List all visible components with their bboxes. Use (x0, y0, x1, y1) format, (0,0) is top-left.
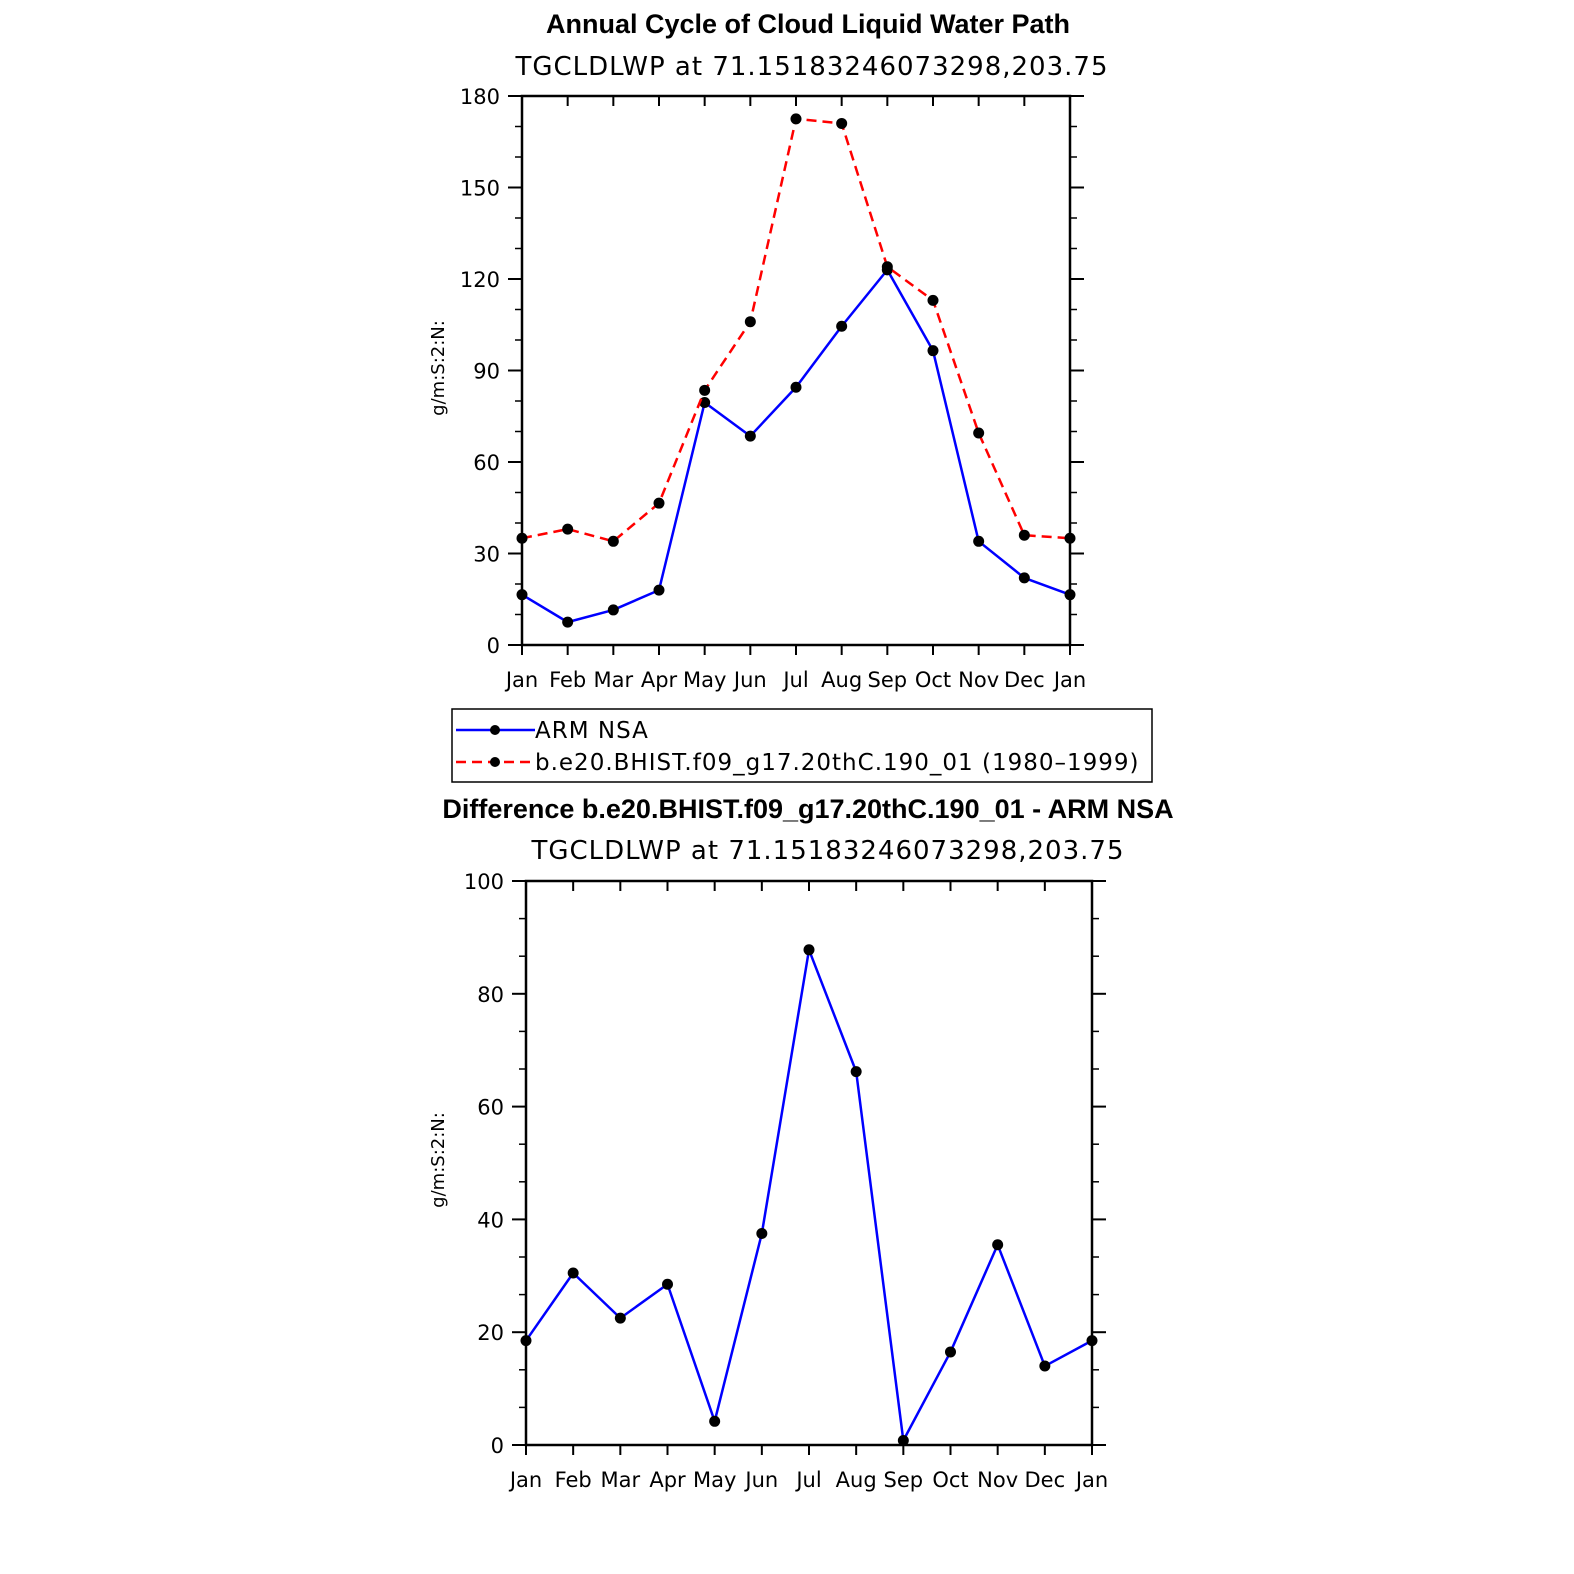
chart1-ytick-label: 120 (459, 268, 500, 292)
chart2-title: Difference b.e20.BHIST.f09_g17.20thC.190_01 - ARM NSA (442, 794, 1174, 824)
chart1-ytick-label: 0 (486, 634, 500, 658)
chart1-series-1-point (517, 533, 528, 544)
chart2-ylabel: g/m:S:2:N: (428, 1112, 449, 1208)
chart2-series-0-point (709, 1416, 720, 1427)
chart1-series-0-point (973, 536, 984, 547)
chart2-series-0-point (521, 1335, 532, 1346)
chart2-xtick-label: Aug (835, 1468, 877, 1492)
chart2-xtick-label: May (692, 1468, 737, 1492)
chart1-xtick-label: Sep (867, 668, 908, 692)
chart1-series-1-point (973, 428, 984, 439)
legend-marker-model (490, 757, 500, 767)
chart2-xtick-label: Sep (883, 1468, 924, 1492)
chart1-series-0-point (654, 585, 665, 596)
chart2-xtick-label: Dec (1024, 1468, 1066, 1492)
chart2-series-0-point (756, 1228, 767, 1239)
chart1-series-0-point (562, 617, 573, 628)
chart2-xtick-label: Jan (509, 1468, 543, 1492)
chart1-axes-frame (522, 96, 1070, 645)
chart2-series-0-point (615, 1313, 626, 1324)
chart1-xtick-label: Apr (640, 668, 678, 692)
chart1-ytick-label: 60 (473, 451, 500, 475)
chart2-ytick-label: 80 (477, 982, 504, 1007)
chart1-xtick-label: Oct (914, 668, 952, 692)
chart2-series-0-point (662, 1279, 673, 1290)
chart1-xtick-label: Jun (733, 668, 767, 692)
chart2-xtick-label: Jan (1075, 1468, 1109, 1492)
chart2-xtick-label: Oct (932, 1468, 969, 1492)
chart1-series-0-point (608, 604, 619, 615)
chart2-xtick-label: Apr (649, 1468, 686, 1492)
chart2-ytick-label: 20 (477, 1321, 504, 1346)
chart2-ytick-label: 100 (463, 870, 504, 894)
chart1-ytick-label: 150 (459, 176, 500, 201)
chart1-xtick-label: Jan (1053, 668, 1087, 692)
chart2-series-line-0 (526, 950, 1092, 1441)
chart1-series-1-point (882, 261, 893, 272)
chart2-series-0-point (1039, 1361, 1050, 1372)
chart1-series-1-point (928, 295, 939, 306)
chart2-plot-area (464, 870, 1108, 1492)
chart1-xtick-label: Dec (1004, 668, 1045, 692)
chart1-series-1-point (1065, 533, 1076, 544)
chart1-series-0-point (836, 321, 847, 332)
chart1-series-line-1 (522, 119, 1070, 541)
chart1-series-1-point (699, 385, 710, 396)
chart1-series-1-point (836, 118, 847, 129)
chart1-series-1-point (791, 113, 802, 124)
chart1-series-1-point (745, 316, 756, 327)
legend-label-arm-nsa: ARM NSA (535, 718, 649, 744)
chart2-xtick-label: Jul (796, 1468, 822, 1492)
chart1-xtick-label: May (682, 668, 727, 692)
chart1-series-1-point (562, 524, 573, 535)
chart1-xtick-label: Aug (821, 668, 863, 692)
chart2-subtitle: TGCLDLWP at 71.15183246073298,203.75 (531, 836, 1125, 866)
chart1-xtick-label: Feb (549, 668, 587, 692)
chart1-xtick-label: Jul (783, 668, 809, 692)
chart1-series-0-point (517, 589, 528, 600)
chart1-title: Annual Cycle of Cloud Liquid Water Path (545, 9, 1071, 39)
chart2-xtick-label: Feb (554, 1468, 592, 1492)
chart1-series-0-point (791, 382, 802, 393)
chart1-xtick-label: Mar (593, 668, 634, 692)
chart1-series-1-point (654, 498, 665, 509)
chart2-xtick-label: Nov (977, 1468, 1019, 1492)
chart1-ytick-label: 90 (473, 359, 500, 384)
chart2-series-0-point (1087, 1335, 1098, 1346)
chart1-subtitle: TGCLDLWP at 71.15183246073298,203.75 (515, 52, 1109, 82)
chart1-plot-area (460, 85, 1086, 692)
chart2-xtick-label: Mar (600, 1468, 641, 1492)
chart2-ytick-label: 40 (477, 1208, 504, 1233)
chart2-series-0-point (898, 1435, 909, 1446)
chart2-series-0-point (568, 1267, 579, 1278)
chart1-ytick-label: 180 (459, 85, 500, 109)
legend-marker-arm-nsa (490, 725, 500, 735)
chart2-series-0-point (992, 1239, 1003, 1250)
chart1-ylabel: g/m:S:2:N: (428, 320, 449, 416)
chart2-series-0-point (851, 1066, 862, 1077)
chart1-series-line-0 (522, 270, 1070, 622)
chart2-xtick-label: Jun (745, 1468, 779, 1492)
legend (452, 709, 1152, 782)
chart1-xtick-label: Jan (505, 668, 539, 692)
chart2-axes-frame (526, 881, 1092, 1445)
chart1-series-1-point (1019, 530, 1030, 541)
chart1-xtick-label: Nov (958, 668, 1000, 692)
chart1-series-0-point (745, 431, 756, 442)
chart2-series-0-point (804, 944, 815, 955)
chart1-ytick-label: 30 (473, 542, 500, 567)
chart2-series-0-point (945, 1346, 956, 1357)
chart1-series-0-point (928, 345, 939, 356)
chart1-series-0-point (1019, 572, 1030, 583)
chart1-series-0-point (1065, 589, 1076, 600)
chart1-series-1-point (608, 536, 619, 547)
legend-label-model: b.e20.BHIST.f09_g17.20thC.190_01 (1980–1999) (535, 750, 1140, 776)
chart2-ytick-label: 60 (477, 1095, 504, 1120)
chart2-ytick-label: 0 (490, 1434, 504, 1458)
